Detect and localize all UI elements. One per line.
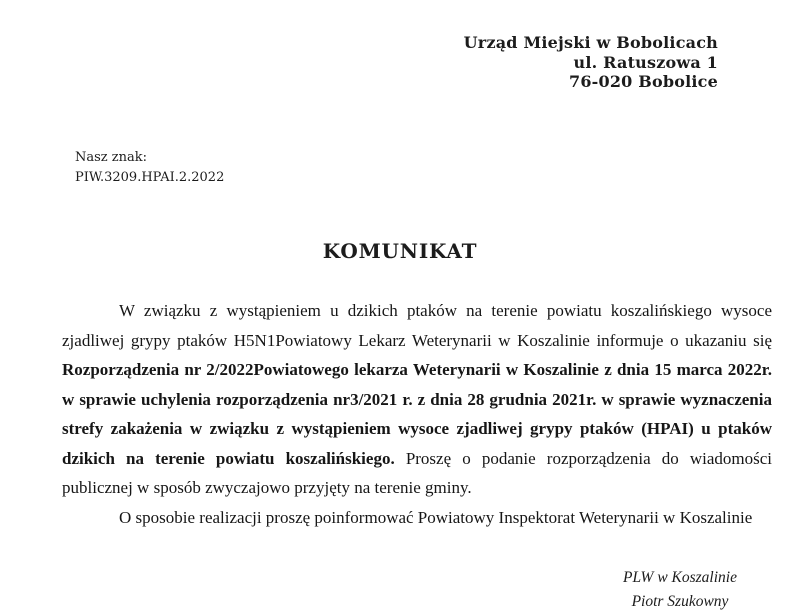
- signature-name: Piotr Szukowny: [585, 590, 775, 613]
- letter-body: [62, 296, 772, 532]
- sender-city: 76-020 Bobolice: [464, 72, 718, 92]
- reference-label: Nasz znak:: [75, 148, 224, 168]
- sender-address-block: [464, 33, 718, 92]
- sender-street: ul. Ratuszowa 1: [464, 53, 718, 73]
- sender-name: Urząd Miejski w Bobolicach: [464, 33, 718, 53]
- body-paragraph-1: W związku z wystąpieniem u dzikich ptaków na terenie powiatu koszalińskiego wysoce zjadliwej grypy ptaków H5N1Powiatowy Lekarz Weterynarii w Koszalinie informuje o ukazaniu się Rozporządzenia nr 2/2022Powiatowego lekarza Weterynarii w Koszalinie z dnia 15 marca 2022r. w sprawie uchylenia rozporządzenia nr3/2021 r. z dnia 28 grudnia 2021r. w sprawie wyznaczenia strefy zakażenia w związku z wystąpieniem wysoce zjadliwej grypy ptaków (HPAI) u ptaków dzikich na terenie powiatu koszalińskiego. Proszę o podanie rozporządzenia do wiadomości publicznej w sposób zwyczajowo przyjęty na terenie gminy.: [62, 296, 772, 503]
- body-paragraph-2: O sposobie realizacji proszę poinformować Powiatowy Inspektorat Weterynarii w Koszalinie: [62, 503, 772, 533]
- reference-block: [75, 148, 224, 187]
- signature-block: [585, 566, 775, 613]
- reference-number: PIW.3209.HPAI.2.2022: [75, 168, 224, 188]
- document-title: KOMUNIKAT: [0, 239, 800, 263]
- signature-role: PLW w Koszalinie: [585, 566, 775, 590]
